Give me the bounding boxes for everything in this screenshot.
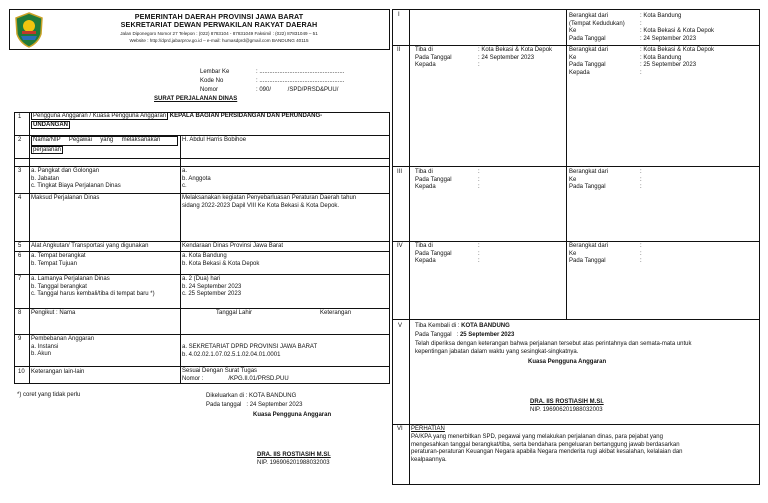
row1-label: Pengguna Anggaran / Kuasa Pengguna Anggaran [33,113,167,119]
s2-depart-labels [569,47,608,77]
row7-labels [31,276,155,299]
s4-depart-labels [569,243,608,266]
row-number: 6 [18,253,22,259]
s1-labels [569,13,625,43]
s5-return-value: KOTA BANDUNG [461,323,510,329]
row5-label: Alat Angkutan/ Transportasi yang digunakan [31,243,149,249]
row-divider [14,158,390,159]
row1-value-cont: UNDANGAN [33,121,68,128]
row-divider [14,308,390,309]
s4-colon: : [640,250,642,257]
row1-content [31,113,388,129]
s2-value-arrive: : Kota Bekasi & Kota Depok [478,47,553,53]
row-divider [14,366,390,367]
row6-label-a: a. Tempat berangkat [31,253,86,259]
row9-values [182,344,317,359]
row8-col-birthdate: Tanggal Lahir [216,310,253,316]
row7-values [182,276,241,299]
row10-value-line2: Nomor : /KPG.II.01/PRSD.PUU [182,375,289,382]
s4-label-depart-date: Pada Tanggal [569,258,606,264]
s6-line1: PA/KPA yang menerbitkan SPD, pegawai yang melakukan perjalanan dinas, para pejabat yang [411,434,663,440]
row9-value-b: b. 4.02.02.1.07.02.5.1.02.04.01.0001 [182,351,281,358]
s1-value-from-sub: : [640,20,642,27]
border [9,9,390,10]
right-border [392,484,760,485]
row7-value-a: a. 2 (Dua) hari [182,276,221,282]
province-logo-icon [14,12,44,48]
row-number: 2 [18,137,22,143]
s1-label-to: Ke [569,28,577,34]
row9-label-b: b. Akun [31,351,52,357]
s6-title: PERHATIAN [411,426,445,432]
footnote: *) coret yang tidak perlu [17,392,81,398]
row3-value-c: c. [182,183,187,189]
row3-labels [31,168,121,191]
table-border [14,112,15,384]
section-divider [392,241,760,242]
s2-label-to: Kepada [415,62,436,68]
row3-value-a: a. [182,168,188,174]
s2-value-recipient: : [640,69,642,76]
row-number: 7 [18,276,22,282]
row-number: 5 [18,243,22,249]
row6-values [182,253,259,268]
row2-label-line2: perjalanan [33,146,62,153]
s1-label-from: Berangkat dari [569,13,609,19]
right-border [392,9,760,10]
row3-label-a: a. Pangkat dan Golongan [31,168,100,174]
row-number: 3 [18,168,22,174]
s3-arrival-values [478,169,480,192]
row7-label-a: a. Lamanya Perjalanan Dinas [31,276,110,282]
s5-statement-line1: Telah diperiksa dengan keterangan bahwa perjalanan tersebut atas perintahnya dan semata-mata untuk [415,341,692,347]
row9-label-title: Pembebanan Anggaran [31,336,95,342]
row2-label-line1: Nama/NIP Pegawai yang melaksanakan [31,136,178,146]
s6-line4: kealpaannya. [411,456,447,463]
s3-label-to: Kepada [415,184,436,190]
s5-date-value: 25 September 2023 [459,332,515,338]
s4-arrival-labels [415,243,452,266]
row-divider [14,334,390,335]
section-divider [392,424,760,425]
s5-signatory-name: DRA. IIS ROSTIASIH M.SI. [530,399,604,405]
row4-values [182,195,356,210]
s2-value-to: : [478,62,480,68]
row4-value-line1: Melaksanakan kegiatan Penyebarluasan Peraturan Daerah tahun [182,195,357,201]
row6-labels [31,253,86,268]
s1-label-from-sub: (Tempat Kedudukan) [569,20,625,27]
s5-date-label: Pada Tanggal : [415,332,460,338]
s2-label-date: Pada Tanggal [415,54,452,61]
letterhead-line4: Website : http://dprd.jabarprov.go.id – e-mail: humasdprd@gmail.com BANDUNG 40115 [129,38,309,43]
s3-colon: : [478,169,480,175]
s2-label-arrive: Tiba di [415,47,433,53]
s5-return-label: Tiba Kembali di : [415,323,462,329]
s2-label-depart: Berangkat dari [569,47,609,53]
s4-colon: : [478,258,480,264]
s3-colon: : [478,184,480,190]
letterhead-line3: Jalan Diponegoro Nomor 27 Telepon : (022) 8783104 - 87831049 Faksimil : (022) 87831049 – 51 [120,31,318,36]
border [9,9,10,49]
s3-colon: : [640,176,642,183]
s5-signatory-nip: NIP. 196906201988032003 [530,407,603,413]
s5-date-line [415,332,514,340]
table-border [180,135,181,384]
section-number: IV [397,243,403,249]
letterhead-line1: PEMERINTAH DAERAH PROVINSI JAWA BARAT [134,12,304,21]
kode-label: Kode No [200,78,224,84]
s1-value-from: : Kota Bandung [640,13,682,19]
issued-date: Pada tanggal : 24 September 2023 [206,402,303,408]
s2-arrival-labels [415,47,452,70]
s4-depart-values [640,243,642,266]
right-border [566,9,567,319]
row-number: 9 [18,336,22,342]
s4-label-to: Kepada [415,258,436,264]
row-divider [14,274,390,275]
row7-label-c: c. Tanggal harus kembali/tiba di tempat baru *) [31,291,155,297]
s5-statement-line2: kepentingan jabatan dalam waktu yang sesingkat-singkatnya. [415,348,579,355]
section-number: II [397,47,401,53]
table-border [389,112,390,384]
s3-label-arrive: Tiba di [415,169,433,175]
s1-label-date: Pada Tanggal [569,35,606,42]
s3-arrival-labels [415,169,452,192]
row-divider [14,251,390,252]
row-divider [14,193,390,194]
s3-colon: : [478,176,480,183]
row8-label: Pengikut : Nama [31,310,76,316]
border [9,49,390,50]
s3-colon: : [640,184,642,190]
row1-value: KEPALA BAGIAN PERSIDANGAN DAN PERUNDANG- [169,113,323,119]
s1-value-date: : 24 September 2023 [640,35,697,42]
doc-title: SURAT PERJALANAN DINAS [154,96,238,102]
s2-depart-values [640,47,714,77]
row7-label-b: b. Tanggal berangkat [31,283,87,290]
s4-colon: : [478,243,480,249]
s3-label-depart-date: Pada Tanggal [569,184,606,190]
row3-label-b: b. Jabatan [31,175,60,182]
issued-role: Kuasa Pengguna Anggaran [253,412,332,418]
row10-values [182,368,289,383]
row10-value-line1: Sesuai Dengan Surat Tugas [182,368,258,374]
s1-values [640,13,714,43]
s2-arrival-values [478,47,552,70]
s2-value-depart: : Kota Bekasi & Kota Depok [640,47,715,53]
section-number: V [398,323,403,329]
s6-body [411,434,683,464]
issued-signatory-name: DRA. IIS ROSTIASIH M.SI. [257,452,331,458]
row9-value-a: a. SEKRETARIAT DPRD PROVINSI JAWA BARAT [182,344,318,350]
row-number: 8 [18,310,22,316]
row-divider [14,166,390,167]
row7-value-c: c. 25 September 2023 [182,291,242,297]
section-divider [392,45,760,46]
row9-labels [31,336,94,359]
right-border [392,9,393,485]
s2-label-dest: Ke [569,54,577,61]
right-border [409,9,410,485]
row6-value-b: b. Kota Bekasi & Kota Depok [182,260,260,267]
kode-value: : ................................................... [256,78,345,84]
s4-colon: : [640,258,642,264]
s5-return-line [415,323,510,331]
row5-value: Kendaraan Dinas Provinsi Jawa Barat [182,243,284,249]
nomor-value: : 090/ /SPD/PRSD&PUU/ [256,87,339,93]
row2-value: H. Abdul Harris Bobihoe [182,137,247,143]
s2-value-date: : 24 September 2023 [478,54,535,61]
section-number: VI [397,426,403,432]
issued-place: Dikeluarkan di : KOTA BANDUNG [206,393,297,399]
s4-colon: : [478,250,480,257]
s4-arrival-values [478,243,480,266]
row7-value-b: b. 24 September 2023 [182,283,242,290]
s2-label-depart-date: Pada Tanggal [569,62,606,68]
s3-label-dest: Ke [569,176,577,183]
table-border [14,383,390,384]
row9-label-a: a. Instansi [31,343,59,350]
row3-value-b: b. Anggota [182,175,211,182]
section-number: III [397,169,403,175]
s3-depart-labels [569,169,608,192]
lembar-value: : ................................................... [256,69,345,75]
row3-label-c: c. Tingkat Biaya Perjalanan Dinas [31,183,121,189]
border [389,9,390,49]
section-divider [392,319,760,320]
s3-label-date: Pada Tanggal [415,176,452,183]
section-number: I [398,12,400,18]
s4-colon: : [640,243,642,249]
issued-signatory-nip: NIP. 196906201988032003 [257,460,330,466]
row-divider [14,241,390,242]
nomor-label: Nomor [200,87,219,93]
s3-label-depart: Berangkat dari [569,169,609,175]
row-number: 1 [18,114,22,120]
s2-value-depart-date: : 25 September 2023 [640,62,697,68]
row4-label: Maksud Perjalanan Dinas [31,195,100,201]
s5-role: Kuasa Pengguna Anggaran [528,359,607,365]
right-border [759,9,760,485]
s4-label-date: Pada Tanggal [415,250,452,257]
s2-value-dest: : Kota Bandung [640,54,682,61]
s4-label-depart: Berangkat dari [569,243,609,249]
s3-colon: : [640,169,642,175]
row-number: 10 [18,369,25,375]
row8-col-notes: Keterangan [320,310,352,316]
s5-statement [415,341,692,356]
section-divider [392,166,760,167]
row10-label: Keterangan lain-lain [31,369,85,375]
table-border [29,112,30,384]
letterhead-line2: SEKRETARIAT DEWAN PERWAKILAN RAKYAT DAERAH [120,20,318,29]
s6-line2: mengesahkan tanggal berangkat/tiba, serta bendahara pengeluaran bertanggung jawab berdasarkan [411,441,680,448]
row6-label-b: b. Tempat Tujuan [31,260,77,267]
s4-label-arrive: Tiba di [415,243,433,249]
s6-line3: peraturan-peraturan Keuangan Negara apabila Negara menderita rugi akibat kesalahan, kelalaian dan [411,449,683,455]
lembar-label: Lembar Ke [200,69,230,75]
s4-label-dest: Ke [569,250,577,257]
row-number: 4 [18,195,22,201]
row2-label [31,136,179,154]
row4-value-line2: sidang 2022-2023 Dapil VIII Ke Kota Bekasi & Kota Depok. [182,202,340,209]
s3-depart-values [640,169,642,192]
s2-label-recipient: Kepada [569,69,590,76]
s1-value-to: : Kota Bekasi & Kota Depok [640,28,715,34]
row3-values [182,168,211,191]
row6-value-a: a. Kota Bandung [182,253,227,259]
